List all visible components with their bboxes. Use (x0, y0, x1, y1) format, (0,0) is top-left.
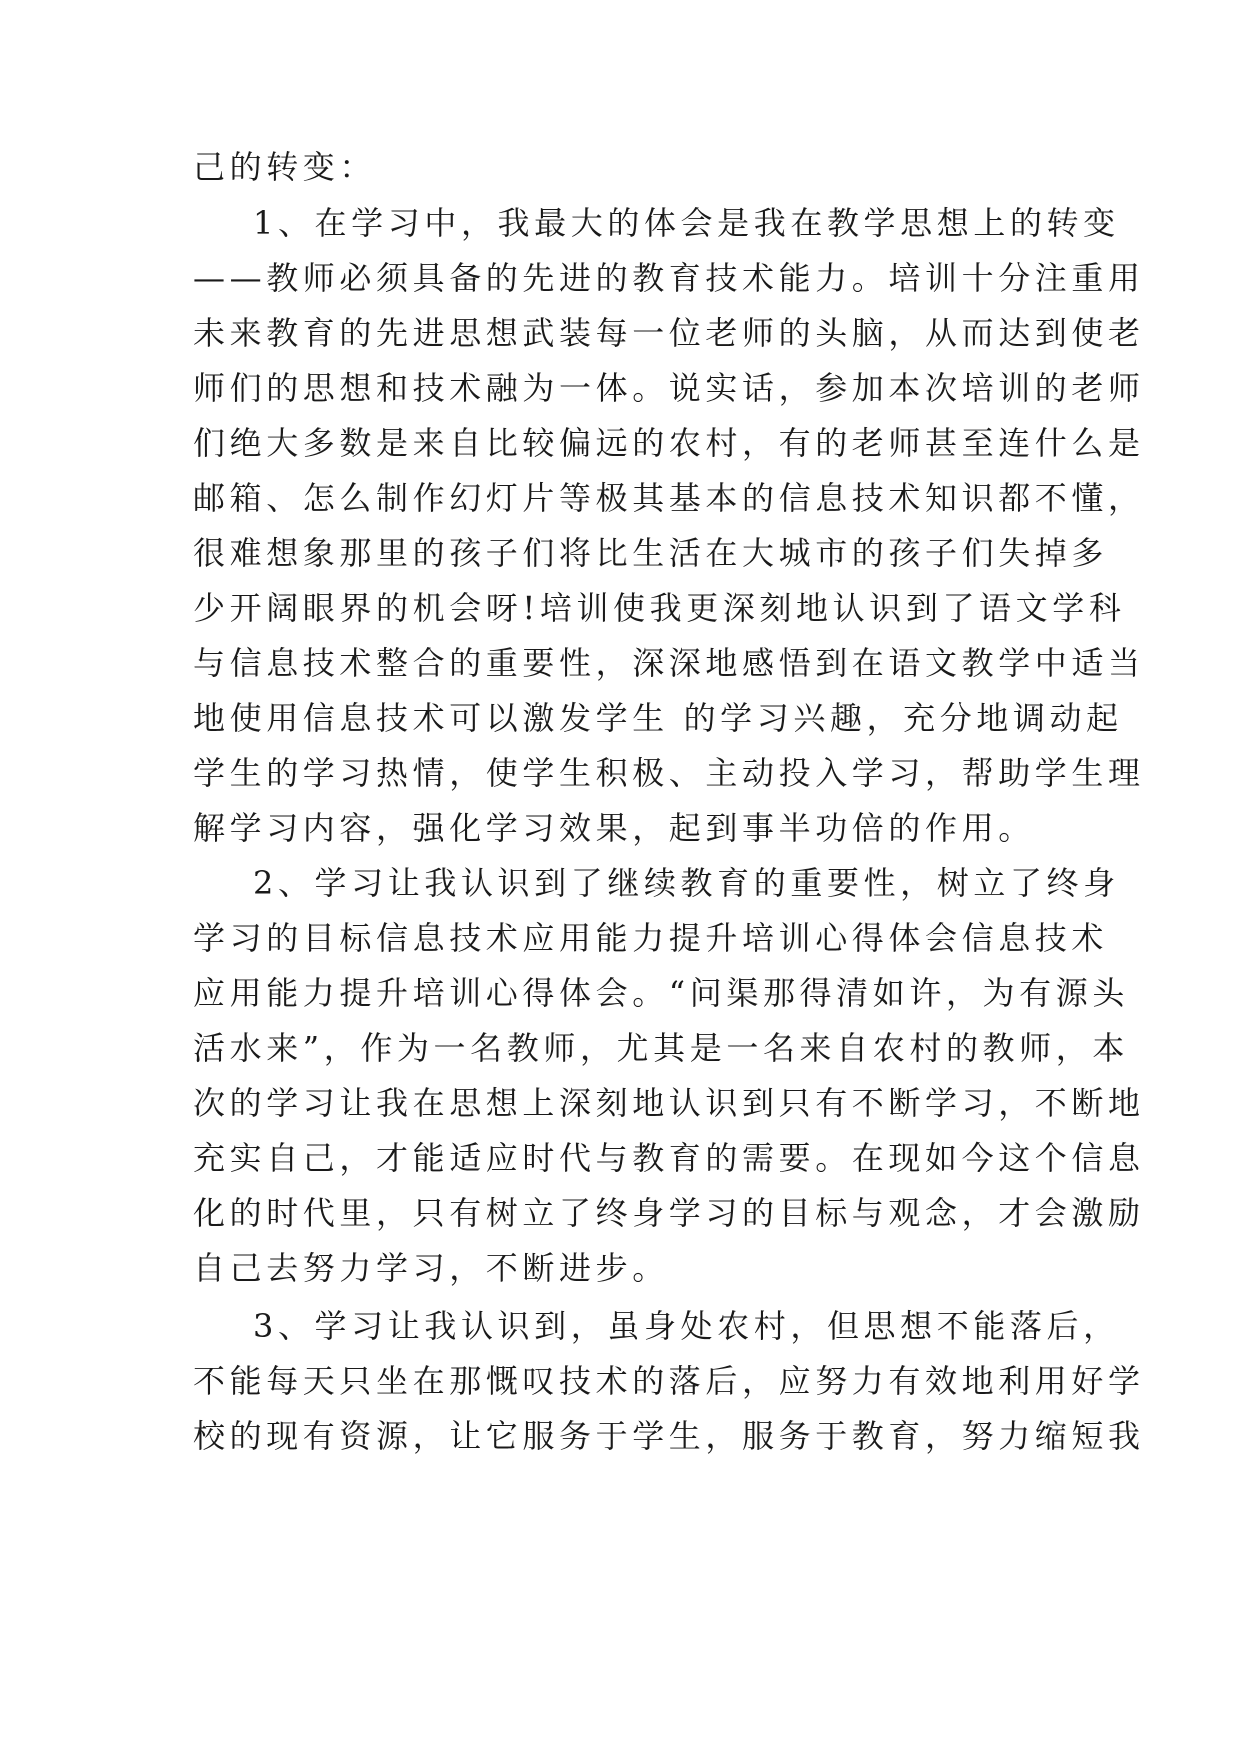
text-line: 们绝大多数是来自比较偏远的农村，有的老师甚至连什么是 (193, 424, 1145, 462)
text-line: 应用能力提升培训心得体会。“问渠那得清如许，为有源头 (193, 974, 1129, 1012)
text-line: 次的学习让我在思想上深刻地认识到只有不断学习，不断地 (193, 1084, 1145, 1122)
text-line: 解学习内容，强化学习效果，起到事半功倍的作用。 (193, 809, 1035, 847)
paragraph-3-start: 3、学习让我认识到，虽身处农村，但思想不能落后， (253, 1307, 1120, 1345)
text-line: 自己去努力学习，不断进步。 (193, 1249, 669, 1287)
text-line: 学习的目标信息技术应用能力提升培训心得体会信息技术 (193, 919, 1109, 957)
text-line: 不能每天只坐在那慨叹技术的落后，应努力有效地利用好学 (193, 1362, 1145, 1400)
text-line: 少开阔眼界的机会呀!培训使我更深刻地认识到了语文学科 (193, 589, 1126, 627)
text-line: 活水来”，作为一名教师，尤其是一名来自农村的教师，本 (193, 1029, 1129, 1067)
text-line: 化的时代里，只有树立了终身学习的目标与观念，才会激励 (193, 1194, 1145, 1232)
paragraph-2-start: 2、学习让我认识到了继续教育的重要性，树立了终身 (253, 864, 1120, 902)
text-line: 校的现有资源，让它服务于学生，服务于教育，努力缩短我 (193, 1417, 1145, 1455)
text-line: 与信息技术整合的重要性，深深地感悟到在语文教学中适当 (193, 644, 1145, 682)
text-line: 未来教育的先进思想武装每一位老师的头脑，从而达到使老 (193, 314, 1145, 352)
text-line: 很难想象那里的孩子们将比生活在大城市的孩子们失掉多 (193, 534, 1109, 572)
text-line: 充实自己，才能适应时代与教育的需要。在现如今这个信息 (193, 1139, 1145, 1177)
text-line: 地使用信息技术可以激发学生 的学习兴趣，充分地调动起 (193, 699, 1123, 737)
text-line: 师们的思想和技术融为一体。说实话，参加本次培训的老师 (193, 369, 1145, 407)
text-line: ——教师必须具备的先进的教育技术能力。培训十分注重用 (193, 259, 1145, 297)
paragraph-1-start: 1、在学习中，我最大的体会是我在教学思想上的转变 (253, 204, 1120, 242)
text-line: 邮箱、怎么制作幻灯片等极其基本的信息技术知识都不懂， (193, 479, 1145, 517)
text-line: 学生的学习热情，使学生积极、主动投入学习，帮助学生理 (193, 754, 1145, 792)
text-line: 己的转变： (193, 148, 377, 186)
